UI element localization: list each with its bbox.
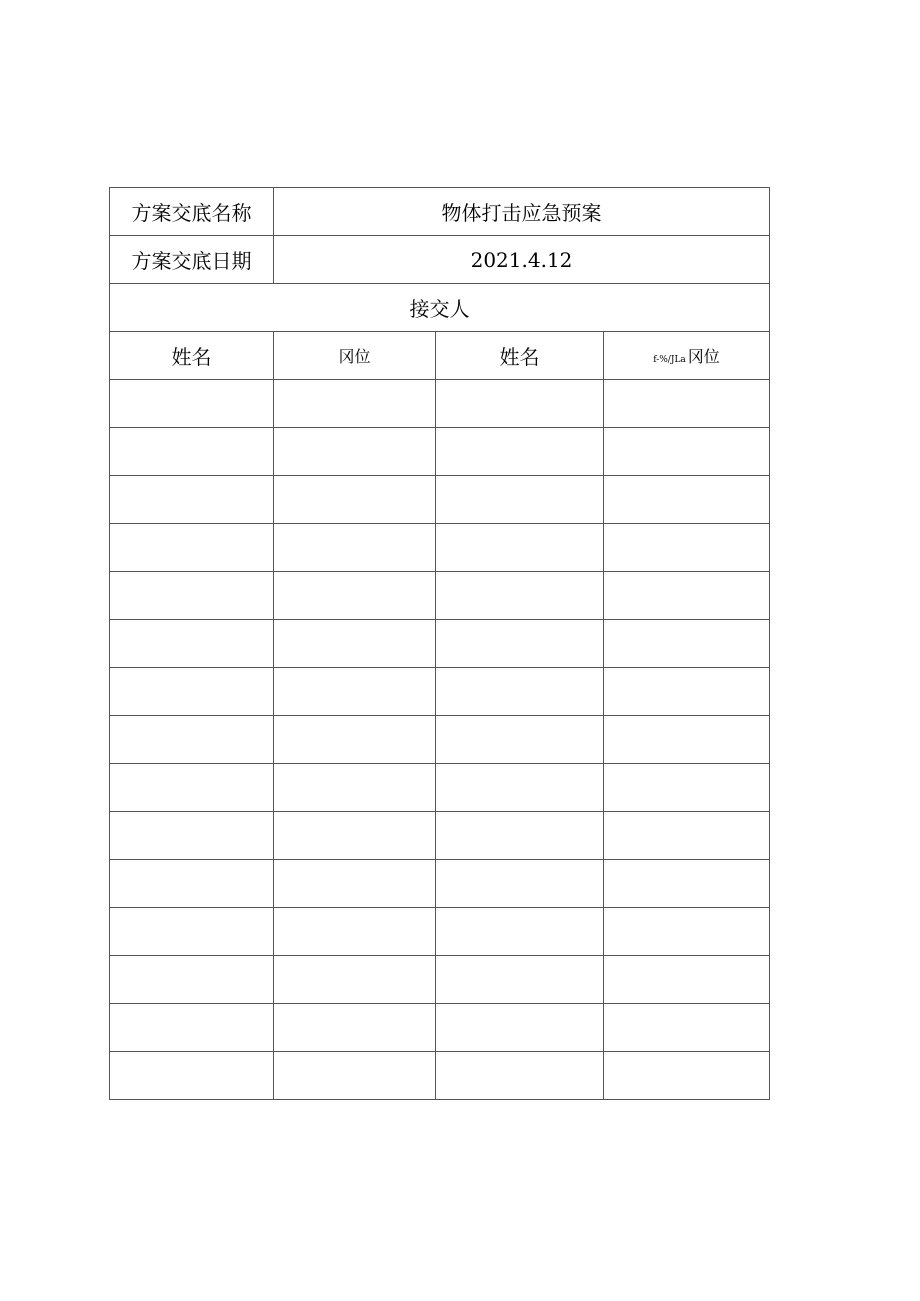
name-cell[interactable]	[110, 572, 274, 620]
title-row	[110, 188, 770, 236]
position-cell[interactable]	[274, 428, 436, 476]
position-cell[interactable]	[274, 668, 436, 716]
name-cell[interactable]	[436, 476, 604, 524]
name-cell[interactable]	[436, 812, 604, 860]
name-cell[interactable]	[110, 908, 274, 956]
name-cell[interactable]	[436, 380, 604, 428]
name-cell[interactable]	[110, 1052, 274, 1100]
position-cell[interactable]	[604, 428, 770, 476]
position-cell[interactable]	[274, 812, 436, 860]
table-row	[110, 668, 770, 716]
name-cell[interactable]	[110, 380, 274, 428]
briefing-form-table	[109, 187, 770, 1100]
position-cell[interactable]	[604, 764, 770, 812]
table-row	[110, 524, 770, 572]
column-header-position-2	[604, 332, 770, 380]
position-cell[interactable]	[604, 668, 770, 716]
name-cell[interactable]	[110, 1004, 274, 1052]
position-cell[interactable]	[274, 956, 436, 1004]
position-cell[interactable]	[604, 1052, 770, 1100]
name-cell[interactable]	[110, 764, 274, 812]
name-cell[interactable]	[110, 428, 274, 476]
name-cell[interactable]	[436, 860, 604, 908]
plan-name-value: 物体打击应急预案	[274, 188, 770, 236]
name-cell[interactable]	[436, 1004, 604, 1052]
name-cell[interactable]	[110, 668, 274, 716]
plan-name-label: 方案交底名称	[110, 188, 274, 236]
position-cell[interactable]	[604, 476, 770, 524]
table-row	[110, 1052, 770, 1100]
plan-date-label: 方案交底日期	[110, 236, 274, 284]
name-cell[interactable]	[436, 956, 604, 1004]
column-header-name-2: 姓名	[436, 332, 604, 380]
table-row	[110, 764, 770, 812]
position-cell[interactable]	[604, 956, 770, 1004]
position-cell[interactable]	[604, 620, 770, 668]
name-cell[interactable]	[110, 476, 274, 524]
name-cell[interactable]	[110, 956, 274, 1004]
name-cell[interactable]	[110, 812, 274, 860]
position-cell[interactable]	[604, 380, 770, 428]
name-cell[interactable]	[436, 1052, 604, 1100]
position-cell[interactable]	[274, 1004, 436, 1052]
position-cell[interactable]	[604, 860, 770, 908]
table-row	[110, 620, 770, 668]
table-row	[110, 428, 770, 476]
name-cell[interactable]	[110, 860, 274, 908]
position-cell[interactable]	[274, 572, 436, 620]
table-row	[110, 716, 770, 764]
column-header-name-1: 姓名	[110, 332, 274, 380]
position-cell[interactable]	[274, 908, 436, 956]
position-cell[interactable]	[604, 572, 770, 620]
position-cell[interactable]	[274, 524, 436, 572]
position-cell[interactable]	[274, 716, 436, 764]
table-row	[110, 476, 770, 524]
column-header-position-2-prefix: f-%/JLa	[653, 355, 686, 365]
position-cell[interactable]	[274, 764, 436, 812]
name-cell[interactable]	[436, 764, 604, 812]
name-cell[interactable]	[436, 428, 604, 476]
column-header-row	[110, 332, 770, 380]
name-cell[interactable]	[436, 668, 604, 716]
position-cell[interactable]	[604, 812, 770, 860]
position-cell[interactable]	[274, 476, 436, 524]
table-row	[110, 380, 770, 428]
name-cell[interactable]	[436, 908, 604, 956]
form-body	[110, 188, 770, 1100]
position-cell[interactable]	[274, 380, 436, 428]
table-row	[110, 812, 770, 860]
name-cell[interactable]	[110, 716, 274, 764]
position-cell[interactable]	[604, 524, 770, 572]
name-cell[interactable]	[436, 572, 604, 620]
position-cell[interactable]	[604, 908, 770, 956]
column-header-position-2-label: 冈位	[687, 347, 720, 366]
position-cell[interactable]	[274, 1052, 436, 1100]
section-row	[110, 284, 770, 332]
name-cell[interactable]	[436, 524, 604, 572]
table-row	[110, 908, 770, 956]
position-cell[interactable]	[274, 620, 436, 668]
position-cell[interactable]	[604, 1004, 770, 1052]
table-row	[110, 956, 770, 1004]
recipients-section-title: 接交人	[110, 284, 770, 332]
date-row	[110, 236, 770, 284]
plan-date-value: 2021.4.12	[274, 236, 770, 284]
position-cell[interactable]	[274, 860, 436, 908]
table-row	[110, 860, 770, 908]
position-cell[interactable]	[604, 716, 770, 764]
name-cell[interactable]	[110, 524, 274, 572]
table-row	[110, 572, 770, 620]
name-cell[interactable]	[110, 620, 274, 668]
table-row	[110, 1004, 770, 1052]
name-cell[interactable]	[436, 620, 604, 668]
name-cell[interactable]	[436, 716, 604, 764]
column-header-position-1: 冈位	[274, 332, 436, 380]
